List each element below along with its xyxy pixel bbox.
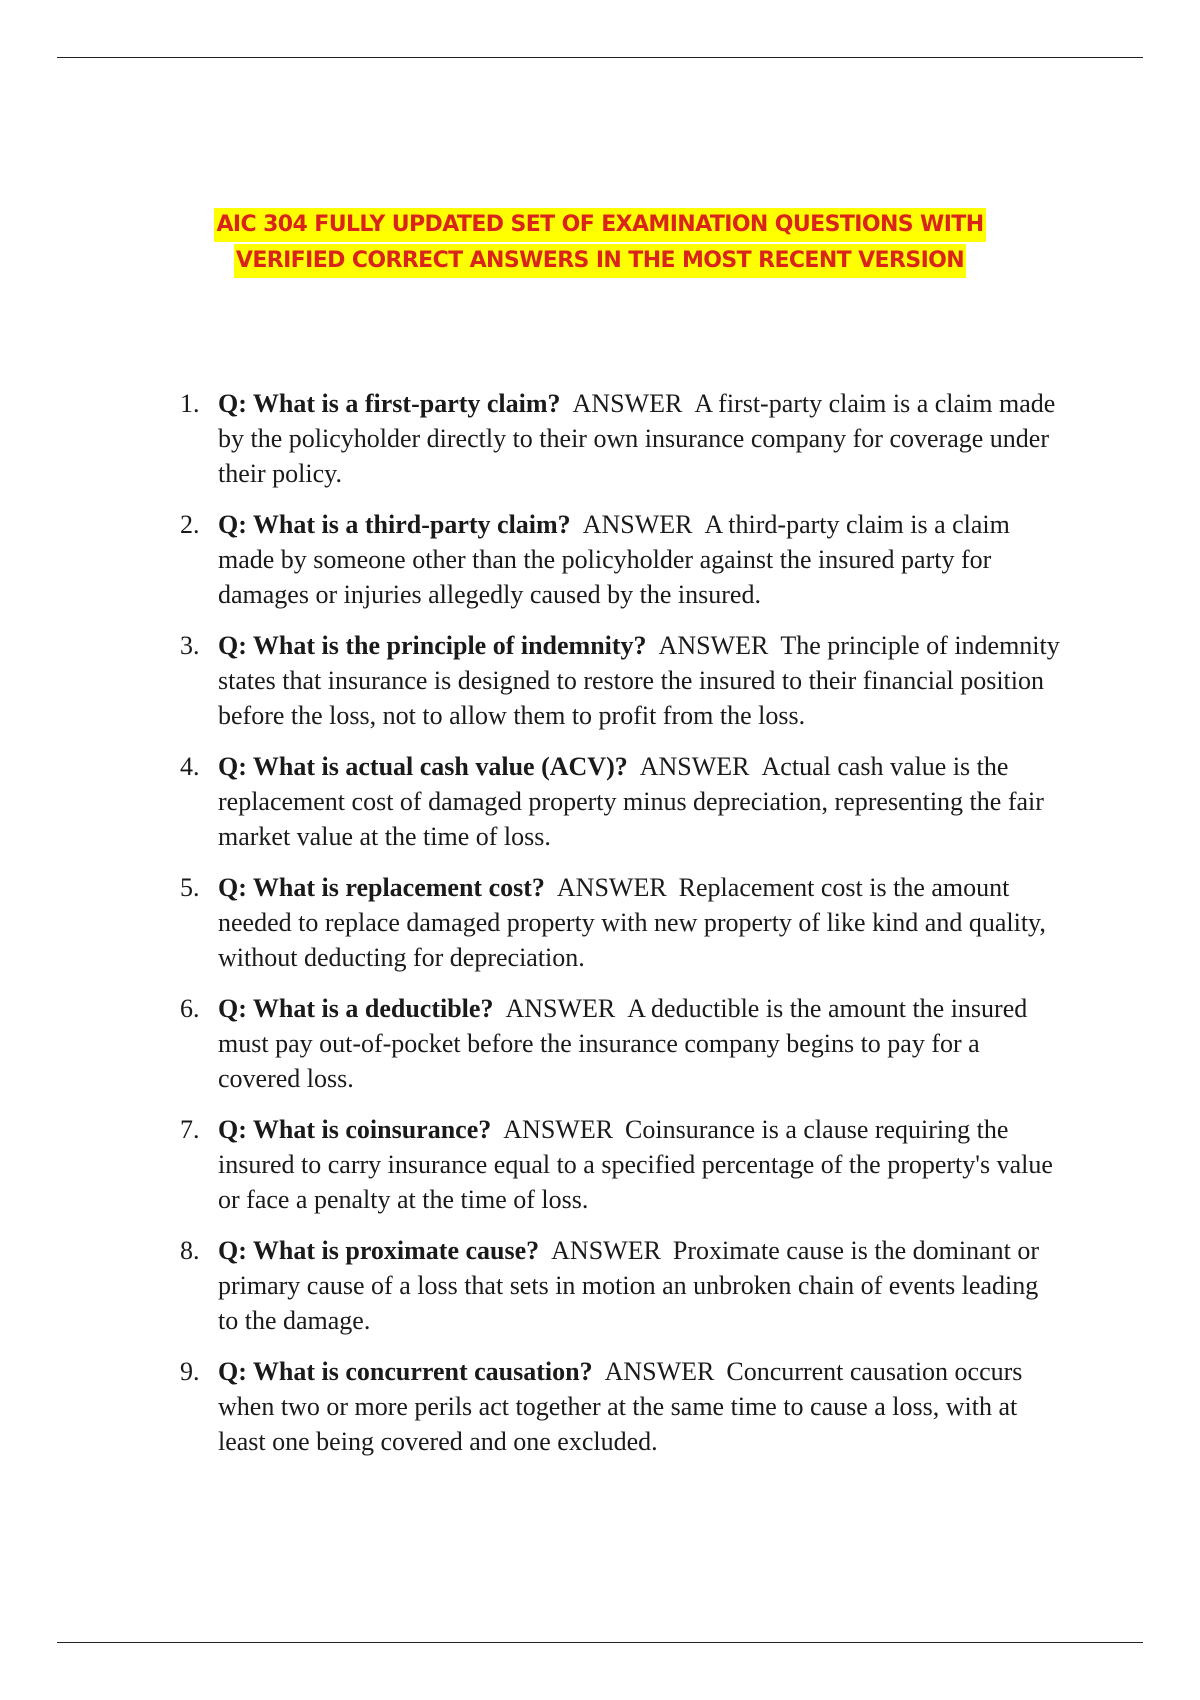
answer-label: ANSWER [556, 873, 667, 902]
answer-text: Replacement cost is the amount needed to replace damaged property with new property of like kind and quality, without deducting for depreciation. [218, 873, 1046, 972]
question-text: Q: What is replacement cost? [218, 873, 545, 902]
answer-text: Actual cash value is the replacement cost of damaged property minus depreciation, representing the fair market value at the time of loss. [218, 752, 1044, 851]
answer-label: ANSWER [658, 631, 769, 660]
answer-text: A first-party claim is a claim made by the policyholder directly to their own insurance company for coverage under their policy. [218, 389, 1056, 488]
answer-text: Proximate cause is the dominant or primary cause of a loss that sets in motion an unbroken chain of events leading to the damage. [218, 1236, 1040, 1335]
answer-text: Coinsurance is a clause requiring the insured to carry insurance equal to a specified percentage of the property's value or face a penalty at the time of loss. [218, 1115, 1053, 1214]
question-text: Q: What is a deductible? [218, 994, 494, 1023]
list-item [0, 1233, 1200, 1338]
list-item [0, 1112, 1200, 1217]
answer-text: Concurrent causation occurs when two or more perils act together at the same time to cause a loss, with at least one being covered and one excluded. [218, 1357, 1023, 1456]
question-text: Q: What is a first-party claim? [218, 389, 561, 418]
question-text: Q: What is a third-party claim? [218, 510, 571, 539]
answer-label: ANSWER [639, 752, 750, 781]
question-text: Q: What is concurrent causation? [218, 1357, 593, 1386]
item-number: 4. [180, 752, 200, 781]
answer-label: ANSWER [551, 1236, 661, 1265]
item-number: 3. [180, 631, 200, 660]
list-item [0, 1354, 1200, 1459]
document-title [0, 208, 1200, 278]
list-item [0, 870, 1200, 975]
question-list [0, 386, 1200, 1475]
list-item [0, 991, 1200, 1096]
list-item [0, 749, 1200, 854]
question-text: Q: What is actual cash value (ACV)? [218, 752, 628, 781]
item-number: 5. [180, 873, 200, 902]
item-number: 2. [180, 510, 200, 539]
list-item [0, 507, 1200, 612]
answer-text: The principle of indemnity states that insurance is designed to restore the insured to their financial position before the loss, not to allow them to profit from the loss. [218, 631, 1060, 730]
question-text: Q: What is the principle of indemnity? [218, 631, 647, 660]
title-line-1: AIC 304 FULLY UPDATED SET OF EXAMINATION QUESTIONS WITH [214, 208, 985, 242]
answer-label: ANSWER [582, 510, 693, 539]
answer-label: ANSWER [503, 1115, 614, 1144]
answer-label: ANSWER [505, 994, 616, 1023]
item-number: 8. [180, 1236, 200, 1265]
top-rule [57, 57, 1143, 58]
item-number: 6. [180, 994, 200, 1023]
answer-text: A deductible is the amount the insured must pay out-of-pocket before the insurance company begins to pay for a covered loss. [218, 994, 1028, 1093]
question-text: Q: What is coinsurance? [218, 1115, 492, 1144]
question-text: Q: What is proximate cause? [218, 1236, 540, 1265]
item-number: 7. [180, 1115, 200, 1144]
item-number: 1. [180, 389, 200, 418]
item-number: 9. [180, 1357, 200, 1386]
answer-text: A third-party claim is a claim made by someone other than the policyholder against the insured party for damages or injuries allegedly caused by the insured. [218, 510, 1010, 609]
bottom-rule [57, 1642, 1143, 1643]
answer-label: ANSWER [572, 389, 683, 418]
list-item [0, 386, 1200, 491]
answer-label: ANSWER [604, 1357, 715, 1386]
list-item [0, 628, 1200, 733]
title-line-2: VERIFIED CORRECT ANSWERS IN THE MOST RECENT VERSION [234, 244, 966, 278]
